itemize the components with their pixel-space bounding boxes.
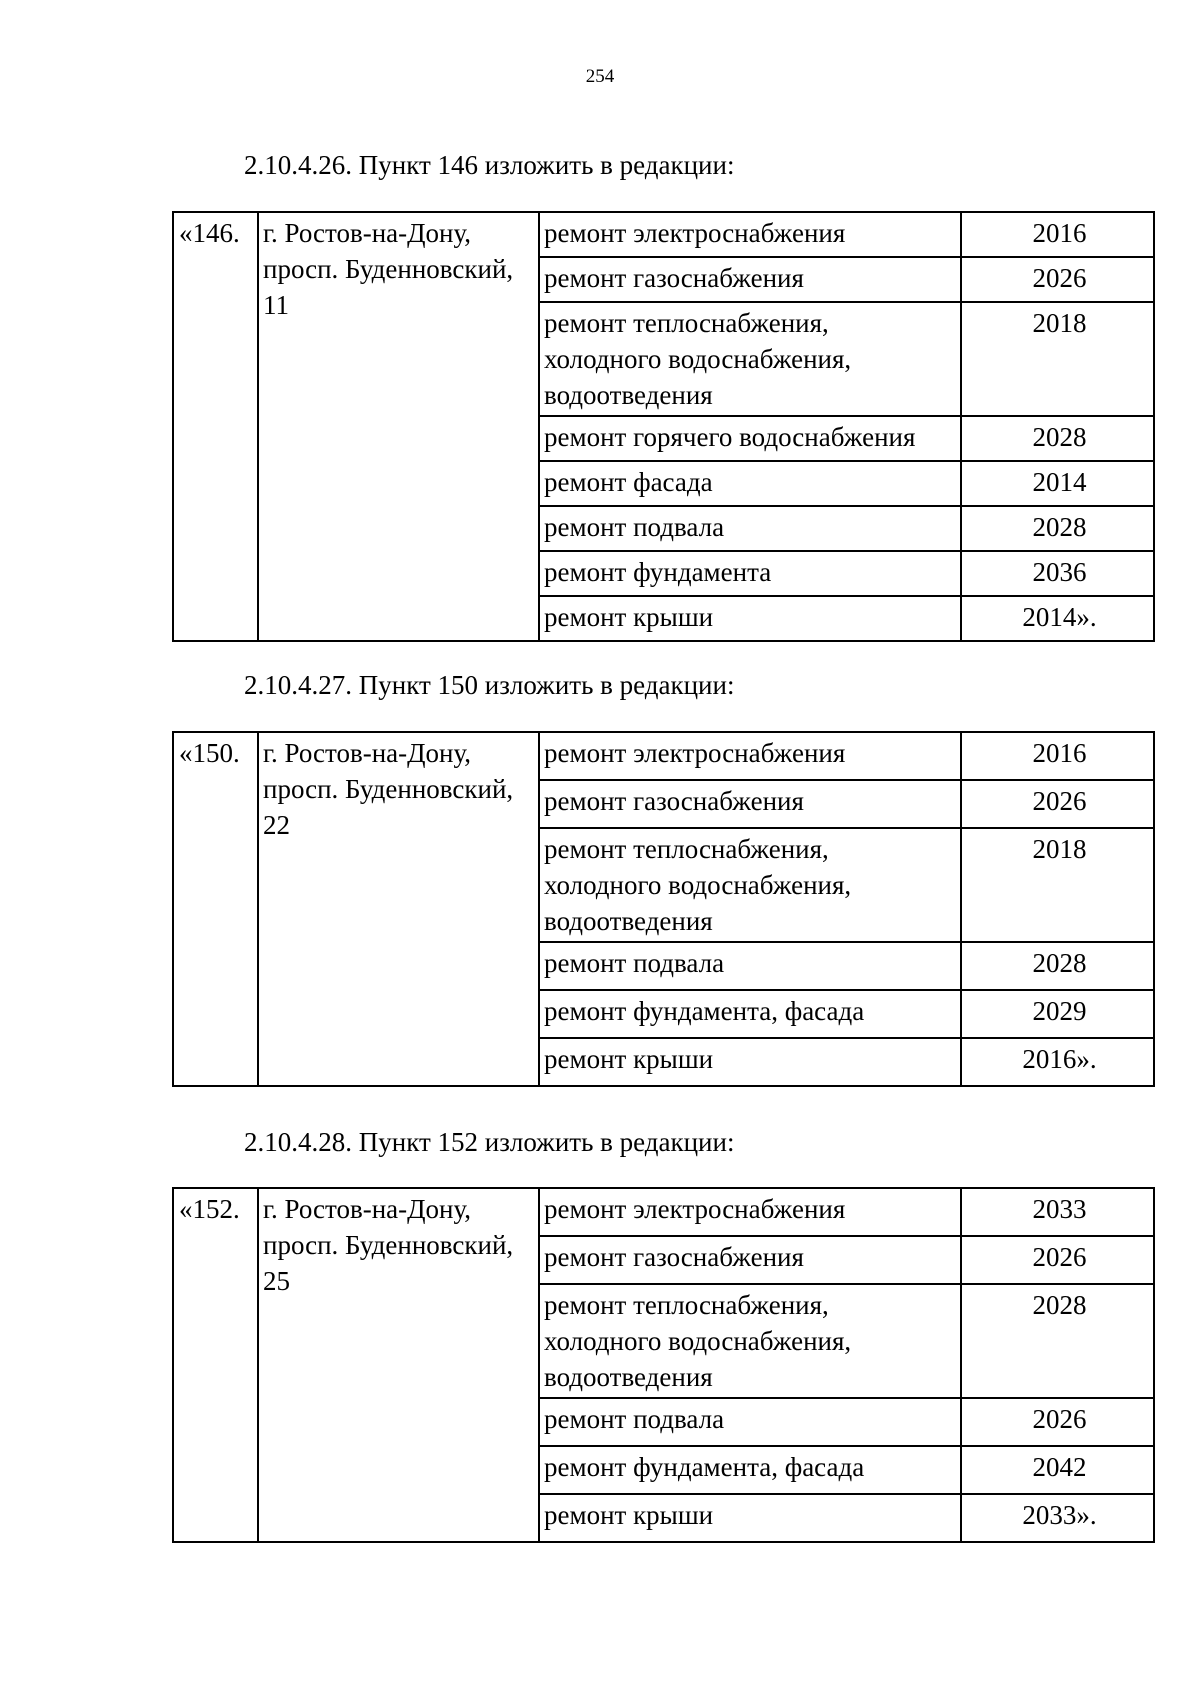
year-cell: 2033». bbox=[961, 1494, 1154, 1542]
work-type-cell bbox=[539, 990, 961, 1038]
year-cell: 2026 bbox=[961, 257, 1154, 302]
work-type-cell bbox=[539, 1284, 961, 1398]
work-type-line: водоотведения bbox=[544, 380, 713, 410]
year-cell: 2028 bbox=[961, 506, 1154, 551]
table-row bbox=[173, 1188, 1154, 1236]
work-type-cell bbox=[539, 1494, 961, 1542]
year-cell: 2029 bbox=[961, 990, 1154, 1038]
year-cell: 2026 bbox=[961, 780, 1154, 828]
section-heading-146: 2.10.4.26. Пункт 146 изложить в редакции: bbox=[244, 150, 735, 180]
work-type-line: ремонт теплоснабжения, bbox=[544, 308, 829, 338]
work-type-cell bbox=[539, 942, 961, 990]
address-line: 22 bbox=[263, 810, 290, 840]
work-type-line: ремонт горячего водоснабжения bbox=[544, 422, 916, 452]
page-number: 254 bbox=[585, 66, 615, 87]
address-line: просп. Буденновский, bbox=[263, 1230, 514, 1260]
work-type-line: ремонт теплоснабжения, bbox=[544, 834, 829, 864]
year-cell: 2016». bbox=[961, 1038, 1154, 1086]
section-heading-150: 2.10.4.27. Пункт 150 изложить в редакции: bbox=[244, 670, 735, 700]
year-cell: 2016 bbox=[961, 212, 1154, 257]
year-cell: 2028 bbox=[961, 416, 1154, 461]
work-type-cell bbox=[539, 461, 961, 506]
item-number: «152. bbox=[173, 1188, 258, 1542]
work-type-cell bbox=[539, 302, 961, 416]
work-type-line: ремонт электроснабжения bbox=[544, 1194, 846, 1224]
table-row bbox=[173, 732, 1154, 780]
item-number: «150. bbox=[173, 732, 258, 1086]
year-cell: 2036 bbox=[961, 551, 1154, 596]
work-type-cell bbox=[539, 257, 961, 302]
table-row bbox=[173, 212, 1154, 257]
address-line: г. Ростов-на-Дону, bbox=[263, 1194, 472, 1224]
work-type-cell bbox=[539, 596, 961, 641]
work-type-cell bbox=[539, 212, 961, 257]
address-line: просп. Буденновский, bbox=[263, 254, 514, 284]
year-cell: 2033 bbox=[961, 1188, 1154, 1236]
work-type-cell bbox=[539, 780, 961, 828]
amendment-table-150 bbox=[172, 731, 1155, 1087]
work-type-line: ремонт крыши bbox=[544, 1044, 714, 1074]
work-type-cell bbox=[539, 1398, 961, 1446]
work-type-cell bbox=[539, 1188, 961, 1236]
work-type-cell bbox=[539, 1038, 961, 1086]
amendment-table-146 bbox=[172, 211, 1155, 642]
address-cell bbox=[258, 1188, 539, 1542]
work-type-line: ремонт фундамента, фасада bbox=[544, 1452, 865, 1482]
work-type-cell bbox=[539, 551, 961, 596]
address-line: г. Ростов-на-Дону, bbox=[263, 738, 472, 768]
work-type-line: водоотведения bbox=[544, 1362, 713, 1392]
address-line: 25 bbox=[263, 1266, 290, 1296]
work-type-line: ремонт подвала bbox=[544, 948, 725, 978]
work-type-line: ремонт газоснабжения bbox=[544, 1242, 804, 1272]
address-line: 11 bbox=[263, 290, 289, 320]
work-type-line: водоотведения bbox=[544, 906, 713, 936]
work-type-line: ремонт подвала bbox=[544, 1404, 725, 1434]
work-type-line: ремонт фундамента, фасада bbox=[544, 996, 865, 1026]
year-cell: 2018 bbox=[961, 302, 1154, 416]
work-type-line: ремонт электроснабжения bbox=[544, 738, 846, 768]
year-cell: 2014». bbox=[961, 596, 1154, 641]
work-type-line: ремонт фасада bbox=[544, 467, 713, 497]
work-type-cell bbox=[539, 828, 961, 942]
year-cell: 2016 bbox=[961, 732, 1154, 780]
year-cell: 2018 bbox=[961, 828, 1154, 942]
work-type-line: холодного водоснабжения, bbox=[544, 344, 852, 374]
year-cell: 2026 bbox=[961, 1398, 1154, 1446]
work-type-cell bbox=[539, 416, 961, 461]
work-type-cell bbox=[539, 732, 961, 780]
work-type-cell bbox=[539, 506, 961, 551]
work-type-line: ремонт газоснабжения bbox=[544, 263, 804, 293]
work-type-line: холодного водоснабжения, bbox=[544, 1326, 852, 1356]
year-cell: 2028 bbox=[961, 942, 1154, 990]
year-cell: 2026 bbox=[961, 1236, 1154, 1284]
work-type-line: ремонт фундамента bbox=[544, 557, 772, 587]
year-cell: 2042 bbox=[961, 1446, 1154, 1494]
work-type-line: ремонт газоснабжения bbox=[544, 786, 804, 816]
year-cell: 2014 bbox=[961, 461, 1154, 506]
work-type-line: холодного водоснабжения, bbox=[544, 870, 852, 900]
work-type-cell bbox=[539, 1446, 961, 1494]
work-type-line: ремонт крыши bbox=[544, 602, 714, 632]
section-heading-152: 2.10.4.28. Пункт 152 изложить в редакции: bbox=[244, 1127, 735, 1157]
work-type-line: ремонт теплоснабжения, bbox=[544, 1290, 829, 1320]
address-cell bbox=[258, 212, 539, 641]
address-line: просп. Буденновский, bbox=[263, 774, 514, 804]
work-type-line: ремонт крыши bbox=[544, 1500, 714, 1530]
address-cell bbox=[258, 732, 539, 1086]
item-number: «146. bbox=[173, 212, 258, 641]
year-cell: 2028 bbox=[961, 1284, 1154, 1398]
work-type-line: ремонт подвала bbox=[544, 512, 725, 542]
work-type-line: ремонт электроснабжения bbox=[544, 218, 846, 248]
address-line: г. Ростов-на-Дону, bbox=[263, 218, 472, 248]
amendment-table-152 bbox=[172, 1187, 1155, 1543]
work-type-cell bbox=[539, 1236, 961, 1284]
